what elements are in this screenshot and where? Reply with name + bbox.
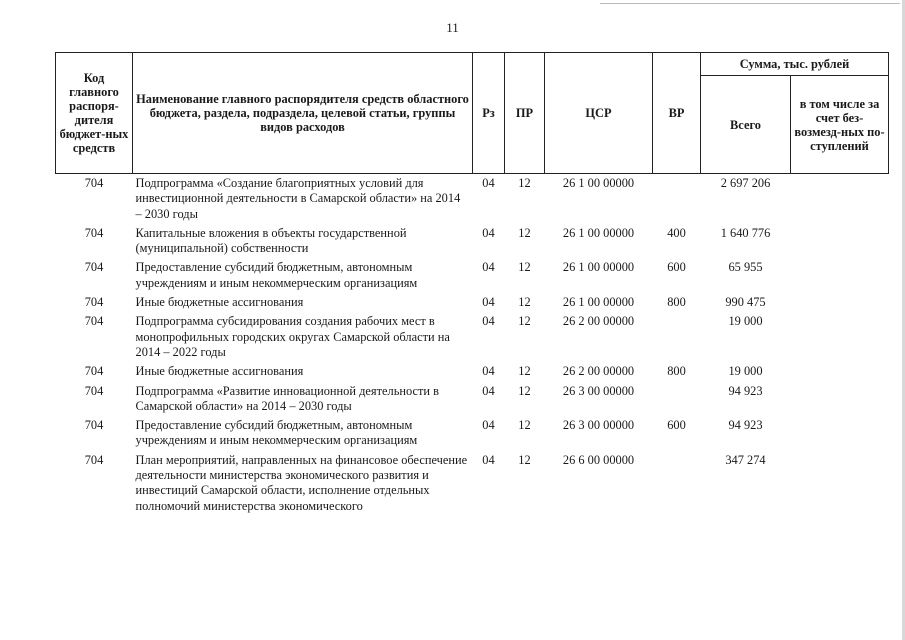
table-row [56, 174, 889, 225]
cell-name: Предоставление субсидий бюджетным, автономным учреждениям и иным некоммерческим организациям [135, 418, 418, 448]
cell-rz: 04 [482, 452, 495, 467]
cell-total: 990 475 [725, 295, 766, 310]
cell-rz: 04 [482, 364, 495, 379]
cell-free [791, 383, 889, 418]
table-row [56, 225, 889, 260]
cell-pr: 12 [518, 260, 531, 275]
cell-code: 704 [84, 225, 104, 240]
table-row [56, 383, 889, 418]
cell-free [791, 259, 889, 294]
cell-pr: 12 [518, 314, 531, 329]
cell-total: 94 923 [728, 383, 763, 398]
cell-total: 347 274 [725, 452, 766, 467]
cell-pr: 12 [518, 176, 531, 190]
cell-rz: 04 [482, 295, 495, 310]
cell-code: 704 [84, 364, 104, 379]
cell-csr: 26 1 00 00000 [562, 225, 635, 240]
cell-total: 19 000 [728, 314, 763, 329]
cell-name: Иные бюджетные ассигнования [135, 364, 304, 379]
cell-code: 704 [84, 314, 104, 329]
cell-csr: 26 3 00 00000 [562, 418, 635, 433]
cell-vr: 600 [667, 260, 686, 275]
cell-total: 94 923 [728, 418, 763, 433]
cell-csr: 26 1 00 00000 [562, 260, 635, 275]
cell-total: 65 955 [728, 260, 763, 275]
header-vr: ВР [653, 53, 701, 174]
scan-artifact-line [600, 3, 900, 4]
cell-code: 704 [84, 176, 104, 190]
cell-csr: 26 1 00 00000 [562, 295, 635, 310]
table-body [56, 174, 889, 517]
cell-vr: 400 [667, 225, 686, 240]
cell-total: 19 000 [728, 364, 763, 379]
cell-csr: 26 6 00 00000 [562, 452, 635, 467]
cell-csr: 26 2 00 00000 [562, 364, 635, 379]
cell-rz: 04 [482, 418, 495, 433]
cell-name: Подпрограмма субсидирования создания рабочих мест в монопрофильных городских округах Самарской области на 2014 – 2022 годы [135, 314, 450, 359]
table-row [56, 313, 889, 363]
cell-vr [653, 174, 701, 225]
cell-pr: 12 [518, 383, 531, 398]
cell-code: 704 [84, 452, 104, 467]
cell-vr [653, 313, 701, 363]
header-sum: Сумма, тыс. рублей [701, 53, 889, 76]
cell-free [791, 313, 889, 363]
header-name: Наименование главного распорядителя средств областного бюджета, раздела, подраздела, целевой статьи, группы видов расходов [133, 53, 473, 174]
cell-pr: 12 [518, 295, 531, 310]
cell-csr: 26 3 00 00000 [562, 383, 635, 398]
table-header [56, 53, 889, 174]
cell-free [791, 363, 889, 382]
cell-name: Капитальные вложения в объекты государственной (муниципальной) собственности [135, 225, 407, 256]
cell-code: 704 [84, 383, 104, 398]
cell-free [791, 417, 889, 452]
header-csr: ЦСР [545, 53, 653, 174]
table-row [56, 259, 889, 294]
table-row [56, 294, 889, 313]
table-row [56, 363, 889, 382]
cell-rz: 04 [482, 225, 495, 240]
cell-name: Подпрограмма «Создание благоприятных условий для инвестиционной деятельности в Самарской области» на 2014 – 2030 годы [135, 176, 461, 221]
cell-code: 704 [84, 260, 104, 275]
cell-rz: 04 [482, 314, 495, 329]
header-rz: Рз [473, 53, 505, 174]
cell-free [791, 452, 889, 517]
cell-name: Предоставление субсидий бюджетным, автономным учреждениям и иным некоммерческим организациям [135, 260, 418, 290]
cell-vr: 600 [667, 418, 686, 433]
cell-vr: 800 [667, 364, 686, 379]
table-row [56, 452, 889, 517]
table-row [56, 417, 889, 452]
header-code: Код главного распоря-дителя бюджет-ных средств [56, 53, 133, 174]
header-pr: ПР [505, 53, 545, 174]
cell-total: 1 640 776 [720, 225, 771, 240]
header-total: Всего [701, 76, 791, 174]
page-number: 11 [446, 20, 459, 35]
cell-pr: 12 [518, 418, 531, 433]
cell-rz: 04 [482, 383, 495, 398]
header-free: в том числе за счет без-возмезд-ных по-ступлений [791, 76, 889, 174]
cell-csr: 26 2 00 00000 [562, 314, 635, 329]
cell-code: 704 [84, 295, 104, 310]
cell-name: Подпрограмма «Развитие инновационной деятельности в Самарской области» на 2014 – 2030 годы [135, 383, 439, 413]
cell-vr [653, 452, 701, 517]
cell-pr: 12 [518, 364, 531, 379]
cell-pr: 12 [518, 225, 531, 240]
cell-csr: 26 1 00 00000 [562, 176, 635, 190]
cell-name: Иные бюджетные ассигнования [135, 295, 304, 310]
cell-name: План мероприятий, направленных на финансовое обеспечение деятельности министерства экономического развития и инвестиций Самарской области, исполнение отдельных полномочий министерства экономического [135, 452, 468, 513]
cell-vr [653, 383, 701, 418]
cell-vr: 800 [667, 295, 686, 310]
cell-total: 2 697 206 [720, 176, 771, 190]
cell-code: 704 [84, 418, 104, 433]
cell-free [791, 294, 889, 313]
cell-free [791, 174, 889, 225]
cell-rz: 04 [482, 260, 495, 275]
cell-free [791, 225, 889, 260]
budget-table [55, 52, 889, 517]
cell-rz: 04 [482, 176, 495, 190]
cell-pr: 12 [518, 452, 531, 467]
